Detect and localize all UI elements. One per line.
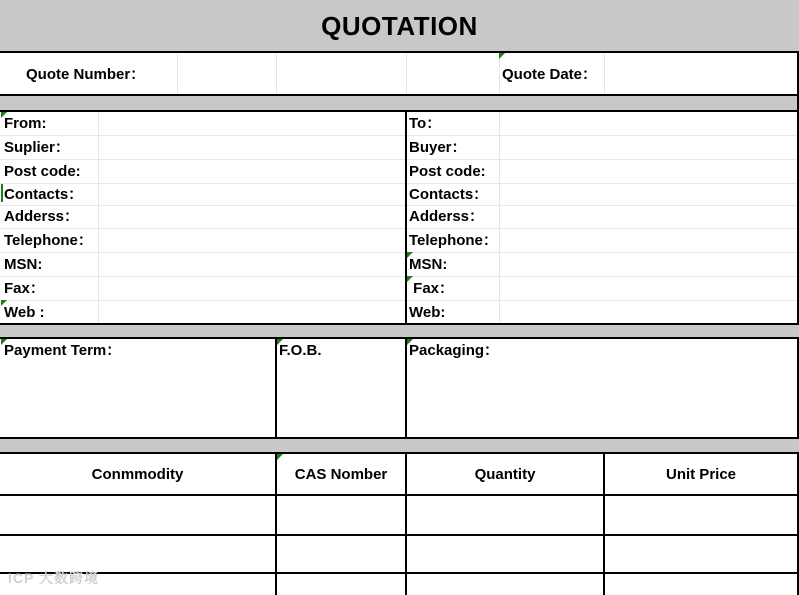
terms-section (0, 339, 799, 437)
cell-marker (499, 53, 505, 59)
cell-marker (1, 184, 3, 202)
grid-line (499, 53, 500, 94)
quote-date-field[interactable] (605, 53, 797, 94)
title-band (0, 0, 799, 52)
payment-term-field[interactable] (2, 361, 274, 435)
buyer-label: Buyer： (409, 139, 467, 156)
separator-band (0, 439, 799, 452)
from-post-code-label: Post code: (4, 163, 81, 180)
payment-term-label: Payment Term： (4, 342, 122, 359)
to-msn-label: MSN: (409, 256, 448, 273)
quote-header-row (0, 53, 799, 94)
to-contacts-label: Contacts： (409, 186, 489, 203)
from-label: From: (4, 115, 47, 132)
header-quantity: Quantity (474, 465, 536, 483)
party-section (0, 112, 799, 323)
column-divider (405, 339, 407, 437)
header-cas-number: CAS Nomber (294, 465, 388, 483)
table-row[interactable] (0, 496, 797, 534)
column-divider (275, 339, 277, 437)
from-value-fields[interactable] (99, 112, 405, 323)
product-table (0, 454, 799, 595)
fob-label: F.O.B. (279, 342, 322, 359)
from-msn-label: MSN: (4, 256, 43, 273)
quote-number-field[interactable] (178, 53, 406, 94)
from-fax-label: Fax： (4, 280, 45, 297)
table-row[interactable] (0, 536, 797, 572)
separator-band (0, 96, 799, 110)
from-contacts-label: Contacts： (4, 186, 84, 203)
watermark: ICP 大数跨境 (8, 570, 99, 586)
fob-field[interactable] (278, 361, 404, 435)
supplier-label: Suplier： (4, 139, 70, 156)
to-telephone-label: Telephone： (409, 232, 498, 249)
table-row[interactable] (0, 574, 797, 595)
to-web-label: Web: (409, 304, 446, 321)
packaging-label: Packaging： (409, 342, 500, 359)
from-web-label: Web : (4, 304, 45, 321)
header-commodity: Conmmodity (91, 465, 184, 483)
document-title: QUOTATION (321, 10, 478, 41)
quote-number-label: Quote Number： (26, 66, 146, 83)
column-divider (405, 112, 407, 323)
quote-date-label: Quote Date： (502, 66, 598, 83)
to-fax-label: Fax： (409, 280, 455, 297)
from-address-label: Adderss： (4, 208, 80, 225)
to-value-fields[interactable] (500, 112, 797, 323)
to-post-code-label: Post code: (409, 163, 486, 180)
to-address-label: Adderss： (409, 208, 485, 225)
grid-line (406, 53, 407, 94)
separator-band (0, 325, 799, 337)
to-label: To： (409, 115, 442, 132)
header-unit-price: Unit Price (665, 465, 737, 483)
from-telephone-label: Telephone： (4, 232, 93, 249)
packaging-field[interactable] (408, 361, 796, 435)
